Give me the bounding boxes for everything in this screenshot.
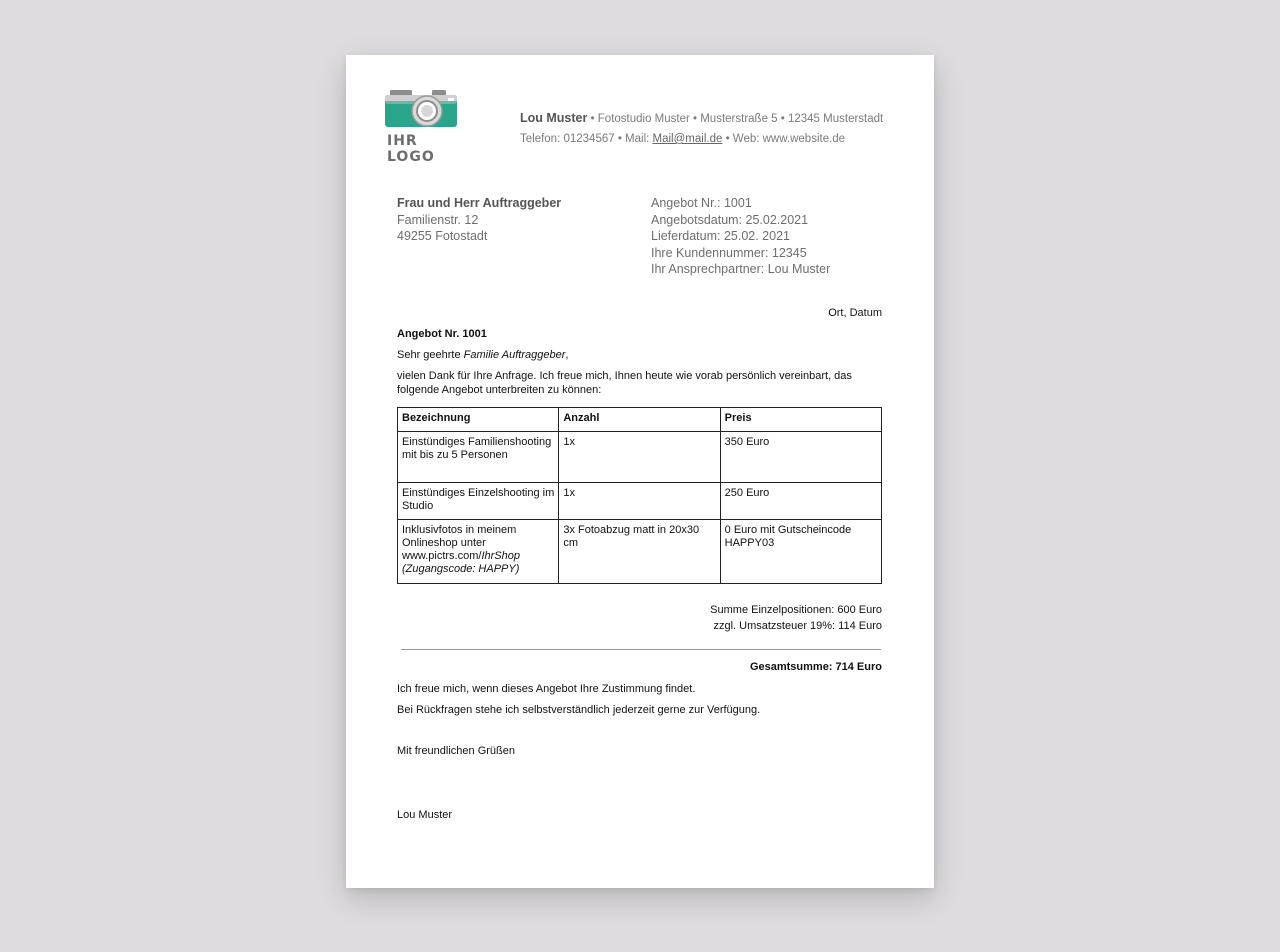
recipient-city: 49255 Fotostadt: [397, 229, 488, 243]
logo-text: IHR LOGO: [387, 133, 435, 165]
greeting: [397, 349, 883, 363]
closing-line-2: Bei Rückfragen stehe ich selbstverständlich jederzeit gerne zur Verfügung.: [397, 704, 761, 716]
delivery-date: Lieferdatum: 25.02. 2021: [651, 229, 790, 243]
customer-number: Ihre Kundennummer: 12345: [651, 245, 807, 260]
greeting-suffix: ,: [565, 349, 569, 361]
grand-total: Gesamtsumme: 714 Euro: [749, 661, 882, 673]
row-quantity: 3x Fotoabzug matt in 20x30 cm: [559, 520, 720, 584]
intro-text: vielen Dank für Ihre Anfrage. Ich freue mich, Ihnen heute wie vorab persönlich vereinbart, das folgende Angebot unterbreiten zu können:: [397, 370, 852, 396]
row-description: Einstündiges Familienshooting mit bis zu 5 Personen: [398, 432, 559, 483]
recipient-street: Familienstr. 12: [397, 212, 479, 227]
recipient-name: Frau und Herr Auftraggeber: [397, 196, 562, 210]
row-description: [398, 520, 559, 584]
header-price: Preis: [720, 408, 881, 432]
closing-line-1: Ich freue mich, wenn dieses Angebot Ihre Zustimmung findet.: [397, 683, 696, 695]
offer-date: Angebotsdatum: 25.02.2021: [651, 212, 809, 227]
camera-icon: [384, 87, 460, 133]
row-price: 0 Euro mit Gutscheincode HAPPY03: [720, 520, 881, 584]
greeting-name: Familie Auftraggeber: [463, 349, 566, 361]
header-description: Bezeichnung: [398, 408, 559, 432]
sender-mail-link[interactable]: Mail@mail.de: [652, 133, 723, 145]
offer-table: [397, 407, 882, 584]
offer-number: Angebot Nr.: 1001: [651, 196, 752, 210]
sender-phone: Telefon: 01234567 • Mail:: [520, 133, 653, 145]
signature-name: Lou Muster: [397, 809, 453, 821]
row-quantity: 1x: [559, 483, 720, 520]
sender-line-1: [520, 108, 883, 129]
row-quantity: 1x: [559, 432, 720, 483]
header-quantity: Anzahl: [559, 408, 720, 432]
sum-block: [710, 603, 882, 634]
table-row: [398, 483, 882, 520]
sender-address: • Fotostudio Muster • Musterstraße 5 • 12345 Musterstadt: [587, 113, 884, 125]
row-price: 250 Euro: [720, 483, 881, 520]
company-logo: [384, 87, 460, 165]
offer-meta: [651, 195, 830, 278]
sender-block: [520, 108, 883, 149]
sender-web: • Web: www.website.de: [722, 133, 846, 145]
document-page: [346, 55, 934, 888]
access-code: (Zugangscode: HAPPY): [402, 563, 520, 575]
vat-amount: zzgl. Umsatzsteuer 19%: 114 Euro: [713, 619, 882, 632]
table-row: [398, 432, 882, 483]
row-description: Einstündiges Einzelshooting im Studio: [398, 483, 559, 520]
table-header-row: [398, 408, 882, 432]
greeting-prefix: Sehr geehrte: [397, 349, 464, 361]
subject-line: Angebot Nr. 1001: [397, 328, 487, 340]
row-price: 350 Euro: [720, 432, 881, 483]
shop-name: IhrShop: [481, 550, 520, 562]
regards: Mit freundlichen Grüßen: [397, 745, 515, 757]
place-date: Ort, Datum: [828, 307, 882, 319]
sum-items: Summe Einzelpositionen: 600 Euro: [710, 604, 882, 616]
recipient-address: [397, 195, 561, 245]
table-row: [398, 520, 882, 584]
row-description-text: Inklusivfotos in meinem Onlineshop unter www.pictrs.com/: [402, 524, 517, 562]
divider: [401, 649, 881, 650]
sender-name: Lou Muster: [520, 111, 588, 125]
sender-line-2: [520, 129, 883, 149]
contact-person: Ihr Ansprechpartner: Lou Muster: [651, 262, 831, 276]
